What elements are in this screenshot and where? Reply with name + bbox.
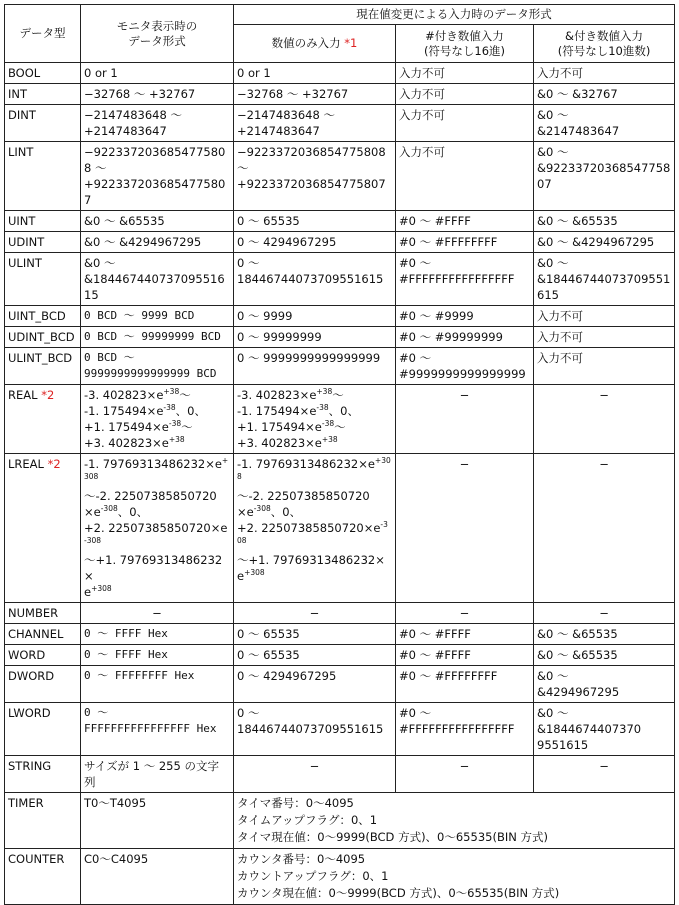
numeric-input-cell: [234, 756, 396, 793]
hash-input-cell: [396, 666, 534, 703]
header-input-group: 現在値変更による入力時のデータ形式: [234, 5, 675, 25]
monitor-format-cell: [81, 603, 234, 624]
monitor-format-cell-line: 0 BCD 〜 9999 BCD: [84, 309, 195, 322]
numeric-input-cell-line: 0 or 1: [237, 66, 271, 80]
numeric-input-cell: [234, 84, 396, 105]
amp-input-cell-line: &0 〜 &65535: [537, 648, 618, 662]
monitor-format-cell-line: 列: [84, 775, 96, 789]
monitor-format-cell-line: 9999999999999999 BCD: [84, 367, 217, 380]
monitor-format-cell-line: +2147483647: [84, 124, 167, 138]
amp-input-cell-line: 入力不可: [537, 66, 583, 80]
float-range-line: +2. $22507385850720\times e^{-308}$: [237, 520, 388, 545]
hash-input-cell: [396, 63, 534, 84]
hash-input-cell-line: #9999999999999999: [399, 367, 526, 381]
amp-input-cell: [534, 306, 675, 327]
monitor-format-cell-line: 0 〜 FFFFFFFF Hex: [84, 669, 195, 682]
table-row: [5, 253, 675, 306]
numeric-input-cell-line: 0 〜 99999999: [237, 330, 322, 344]
monitor-format-cell-line: 0 BCD 〜: [84, 351, 135, 364]
table-row: [5, 645, 675, 666]
hash-input-cell-line: #FFFFFFFFFFFFFFFF: [399, 272, 515, 286]
amp-input-cell-line: &0 〜: [537, 706, 569, 720]
row-type-label: LINT: [5, 142, 81, 211]
amp-input-cell: [534, 603, 675, 624]
monitor-format-cell: [81, 645, 234, 666]
monitor-format-cell-line: +9223372036854775807: [84, 177, 226, 207]
monitor-format-cell-line: &0 〜 &65535: [84, 214, 165, 228]
note-2: *2: [41, 388, 55, 402]
amp-input-cell-line: 入力不可: [537, 330, 583, 344]
table-row: [5, 666, 675, 703]
row-type-label: WORD: [5, 645, 81, 666]
amp-input-cell: [534, 63, 675, 84]
monitor-format-cell-line: −2147483648 〜: [84, 108, 182, 122]
row-type-label: UINT: [5, 211, 81, 232]
table-row: [5, 756, 675, 793]
monitor-format-cell-line: サイズが 1 〜 255 の文字: [84, 759, 219, 773]
input-format-line: カウンタ現在値：0〜9999(BCD 方式)、0〜65535(BIN 方式): [237, 886, 560, 900]
hash-input-cell-line: 入力不可: [399, 145, 445, 159]
hash-input-cell: [396, 105, 534, 142]
table-row: [5, 84, 675, 105]
row-type-label: ULINT_BCD: [5, 348, 81, 385]
header-numeric-only: 数値のみ入力 *1: [234, 25, 396, 63]
float-range-line: -3. $402823\times e^{+38}$〜: [237, 387, 344, 402]
float-range-line: 〜-2. 22507385850720: [237, 489, 370, 503]
hash-input-cell-line: #0 〜 #FFFF: [399, 627, 471, 641]
hash-input-cell-line: #0 〜 #FFFF: [399, 648, 471, 662]
float-range-line: $\times e^{-308}$、0、: [237, 504, 302, 519]
amp-input-cell-line: &0 〜 &65535: [537, 627, 618, 641]
monitor-format-cell: [81, 385, 234, 454]
hash-input-cell-line: −: [459, 759, 470, 773]
hash-input-cell-line: #0 〜 #99999999: [399, 330, 503, 344]
monitor-format-cell: [81, 306, 234, 327]
header-data-type: データ型: [5, 5, 81, 63]
row-type-label: CHANNEL: [5, 624, 81, 645]
numeric-input-cell-line: −: [309, 759, 320, 773]
numeric-input-cell-line: 0 〜 4294967295: [237, 235, 337, 249]
float-range-line: $\times e^{-308}$、0、: [84, 504, 149, 519]
amp-input-cell: −: [534, 385, 675, 454]
monitor-format-cell: [81, 756, 234, 793]
numeric-input-cell-line: −: [309, 606, 320, 620]
row-type-label: TIMER: [5, 793, 81, 849]
monitor-format-cell-line: 0 〜 FFFF Hex: [84, 648, 168, 661]
float-range-line: +3. $402823\times e^{+38}$: [84, 435, 185, 450]
table-row: [5, 703, 675, 756]
hash-input-cell: [396, 84, 534, 105]
amp-input-cell: −: [534, 454, 675, 603]
monitor-format-cell: [81, 253, 234, 306]
numeric-input-cell: [234, 105, 396, 142]
table-row: [5, 327, 675, 348]
hash-input-cell-line: #0 〜 #FFFF: [399, 214, 471, 228]
numeric-input-cell: [234, 253, 396, 306]
row-type-label: REAL *2: [5, 385, 81, 454]
numeric-input-cell-line: 0 〜 4294967295: [237, 669, 337, 683]
monitor-format-cell: [81, 666, 234, 703]
float-range-line: +2. $22507385850720\times e^{-308}$: [84, 521, 228, 545]
numeric-input-cell: [234, 306, 396, 327]
header-hash-input: #付き数値入力 (符号なし16進): [396, 25, 534, 63]
monitor-format-cell: C0〜C4095: [81, 849, 234, 905]
amp-input-cell: [534, 84, 675, 105]
amp-input-cell: [534, 703, 675, 756]
monitor-format-cell: [81, 63, 234, 84]
hash-input-cell-line: #0 〜: [399, 351, 432, 365]
amp-input-cell: [534, 624, 675, 645]
numeric-input-cell: [234, 454, 396, 603]
table-row: [5, 142, 675, 211]
amp-input-cell: [534, 348, 675, 385]
amp-input-cell: [534, 232, 675, 253]
monitor-format-cell-line: 0 or 1: [84, 66, 118, 80]
numeric-input-cell-line: 18446744073709551615: [237, 272, 384, 286]
row-type-label: LREAL *2: [5, 454, 81, 603]
numeric-input-cell: [234, 348, 396, 385]
monitor-format-cell: [81, 327, 234, 348]
amp-input-cell-line: &0 〜: [537, 669, 569, 683]
amp-input-cell-line: 9551615: [537, 738, 589, 752]
row-type-label: NUMBER: [5, 603, 81, 624]
numeric-input-cell-line: −9223372036854775808 〜: [237, 145, 386, 175]
header-monitor-format: モニタ表示時の データ形式: [81, 5, 234, 63]
hash-input-cell-line: #FFFFFFFFFFFFFFFF: [399, 722, 515, 736]
input-format-line: カウンタ番号：0〜4095: [237, 852, 366, 866]
float-range-line: +1. $175494\times e^{-38}$〜: [84, 419, 193, 434]
float-range-line: -1. $175494\times e^{-38}$、0、: [84, 403, 206, 418]
monitor-format-cell-line: &18446744073709551615: [84, 272, 225, 302]
input-format-line: タイマ現在値：0〜9999(BCD 方式)、0〜65535(BIN 方式): [237, 830, 548, 844]
amp-input-cell: [534, 253, 675, 306]
hash-input-cell: [396, 703, 534, 756]
row-type-label: UDINT_BCD: [5, 327, 81, 348]
hash-input-cell-line: #0 〜 #FFFFFFFF: [399, 669, 498, 683]
hash-input-cell-line: #0 〜: [399, 256, 432, 270]
numeric-input-cell-line: +2147483647: [237, 124, 320, 138]
amp-input-cell-line: 入力不可: [537, 309, 583, 323]
monitor-format-cell-line: &0 〜: [84, 256, 116, 270]
hash-input-cell: [396, 211, 534, 232]
hash-input-cell-line: 入力不可: [399, 66, 445, 80]
amp-input-cell: [534, 327, 675, 348]
numeric-input-cell-line: 0 〜 9999: [237, 309, 293, 323]
amp-input-cell-line: &0 〜: [537, 145, 569, 159]
monitor-format-cell-line: 0 BCD 〜 99999999 BCD: [84, 330, 221, 343]
monitor-format-cell: [81, 142, 234, 211]
amp-input-cell-line: 入力不可: [537, 351, 583, 365]
hash-input-cell: [396, 645, 534, 666]
amp-input-cell-line: &0 〜: [537, 256, 569, 270]
monitor-format-cell: T0〜T4095: [81, 793, 234, 849]
note-2: *2: [47, 457, 61, 471]
numeric-input-cell-line: +9223372036854775807: [237, 177, 386, 191]
amp-input-cell: [534, 142, 675, 211]
hash-input-cell-line: 入力不可: [399, 108, 445, 122]
numeric-input-cell-line: 0 〜 65535: [237, 627, 300, 641]
numeric-input-cell: [234, 645, 396, 666]
header-amp-input: &付き数値入力 (符号なし10進数): [534, 25, 675, 63]
hash-input-cell-line: #0 〜: [399, 706, 432, 720]
hash-input-cell: [396, 756, 534, 793]
float-range-line: -3. $402823\times e^{+38}$〜: [84, 387, 191, 402]
input-format-merged-cell: [234, 793, 675, 849]
numeric-input-cell: [234, 211, 396, 232]
numeric-input-cell: [234, 603, 396, 624]
note-1: *1: [344, 36, 358, 50]
row-type-label: DWORD: [5, 666, 81, 703]
float-range-line: 〜-2. 22507385850720: [84, 489, 217, 503]
amp-input-cell-line: −: [599, 759, 609, 773]
monitor-format-cell-line: 0 〜: [84, 706, 109, 719]
amp-input-cell: [534, 756, 675, 793]
amp-input-cell-line: &1844674407370: [537, 722, 642, 736]
monitor-format-cell-line: −9223372036854775808 〜: [84, 145, 226, 175]
float-range-line: $e^{+308}$: [237, 568, 265, 583]
table-row: [5, 232, 675, 253]
numeric-input-cell: [234, 624, 396, 645]
table-row: [5, 105, 675, 142]
numeric-input-cell: [234, 703, 396, 756]
numeric-input-cell-line: 0 〜 65535: [237, 214, 300, 228]
table-row: [5, 306, 675, 327]
amp-input-cell: [534, 211, 675, 232]
float-range-line: -1. $79769313486232\times e^{+308}$: [237, 456, 391, 481]
numeric-input-cell-line: 0 〜 65535: [237, 648, 300, 662]
monitor-format-cell-line: 0 〜 FFFF Hex: [84, 627, 168, 640]
table-row: [5, 348, 675, 385]
monitor-format-cell: [81, 624, 234, 645]
input-format-line: タイムアップフラグ：0、1: [237, 813, 378, 827]
amp-input-cell-line: &0 〜 &32767: [537, 87, 618, 101]
row-type-label: BOOL: [5, 63, 81, 84]
numeric-input-cell: [234, 327, 396, 348]
amp-input-cell: [534, 666, 675, 703]
float-range-line: 〜+1. 79769313486232×: [237, 553, 385, 567]
hash-input-cell-line: −: [459, 606, 470, 620]
row-type-label: UDINT: [5, 232, 81, 253]
row-type-label: DINT: [5, 105, 81, 142]
hash-input-cell: [396, 624, 534, 645]
numeric-input-cell-line: 0 〜: [237, 256, 260, 270]
hash-input-cell: [396, 142, 534, 211]
hash-input-cell-line: #0 〜 #FFFFFFFF: [399, 235, 498, 249]
table-row: [5, 63, 675, 84]
monitor-format-cell-line: &0 〜 &4294967295: [84, 235, 202, 249]
numeric-input-cell: [234, 385, 396, 454]
row-type-label: UINT_BCD: [5, 306, 81, 327]
amp-input-cell-line: &4294967295: [537, 685, 620, 699]
float-range-line: +3. $402823\times e^{+38}$: [237, 435, 338, 450]
hash-input-cell: [396, 232, 534, 253]
monitor-format-cell: [81, 232, 234, 253]
monitor-format-cell: [81, 703, 234, 756]
amp-input-cell-line: &0 〜 &65535: [537, 214, 618, 228]
table-row: [5, 211, 675, 232]
hash-input-cell-line: #0 〜 #9999: [399, 309, 474, 323]
input-format-line: カウントアップフラグ：0、1: [237, 869, 389, 883]
hash-input-cell: −: [396, 385, 534, 454]
monitor-format-cell-line: −32768 〜 +32767: [84, 87, 196, 101]
row-type-label: COUNTER: [5, 849, 81, 905]
monitor-format-cell: [81, 348, 234, 385]
numeric-input-cell-line: −2147483648 〜: [237, 108, 335, 122]
numeric-input-cell-line: 18446744073709551615: [237, 722, 384, 736]
amp-input-cell-line: &0 〜 &4294967295: [537, 235, 655, 249]
numeric-input-cell: [234, 142, 396, 211]
amp-input-cell-line: &2147483647: [537, 124, 620, 138]
amp-input-cell: [534, 645, 675, 666]
table-row: [5, 603, 675, 624]
float-range-line: 〜+1. 79769313486232×: [84, 553, 223, 583]
numeric-input-cell: [234, 232, 396, 253]
row-type-label: STRING: [5, 756, 81, 793]
table-row: [5, 793, 675, 849]
amp-input-cell-line: −: [599, 606, 609, 620]
row-type-label: INT: [5, 84, 81, 105]
amp-input-cell-line: &0 〜: [537, 108, 569, 122]
table-row: [5, 454, 675, 603]
numeric-input-cell: [234, 63, 396, 84]
numeric-input-cell: [234, 666, 396, 703]
hash-input-cell: [396, 306, 534, 327]
hash-input-cell: −: [396, 454, 534, 603]
numeric-input-cell-line: 0 〜 9999999999999999: [237, 351, 381, 365]
amp-input-cell: [534, 105, 675, 142]
hash-input-cell: [396, 348, 534, 385]
hash-input-cell: [396, 603, 534, 624]
monitor-format-cell: [81, 105, 234, 142]
hash-input-cell: [396, 253, 534, 306]
data-format-table: [4, 4, 675, 905]
amp-input-cell-line: &9223372036854775807: [537, 161, 671, 191]
float-range-line: -1. $175494\times e^{-38}$、0、: [237, 403, 359, 418]
numeric-input-cell-line: −32768 〜 +32767: [237, 87, 349, 101]
monitor-format-cell: [81, 84, 234, 105]
table-row: [5, 624, 675, 645]
monitor-format-cell: [81, 211, 234, 232]
table-row: [5, 385, 675, 454]
monitor-format-cell: [81, 454, 234, 603]
monitor-format-cell-line: −: [152, 606, 162, 620]
row-type-label: LWORD: [5, 703, 81, 756]
hash-input-cell: [396, 327, 534, 348]
numeric-input-cell-line: 0 〜: [237, 706, 260, 720]
monitor-format-cell-line: FFFFFFFFFFFFFFFF Hex: [84, 722, 217, 735]
hash-input-cell-line: 入力不可: [399, 87, 445, 101]
float-range-line: +1. $175494\times e^{-38}$〜: [237, 419, 346, 434]
input-format-merged-cell: [234, 849, 675, 905]
amp-input-cell-line: &18446744073709551615: [537, 272, 671, 302]
input-format-line: タイマ番号：0〜4095: [237, 796, 354, 810]
float-range-line: $e^{+308}$: [84, 584, 112, 599]
row-type-label: ULINT: [5, 253, 81, 306]
float-range-line: -1. $79769313486232\times e^{+308}$: [84, 456, 229, 481]
table-row: [5, 849, 675, 905]
